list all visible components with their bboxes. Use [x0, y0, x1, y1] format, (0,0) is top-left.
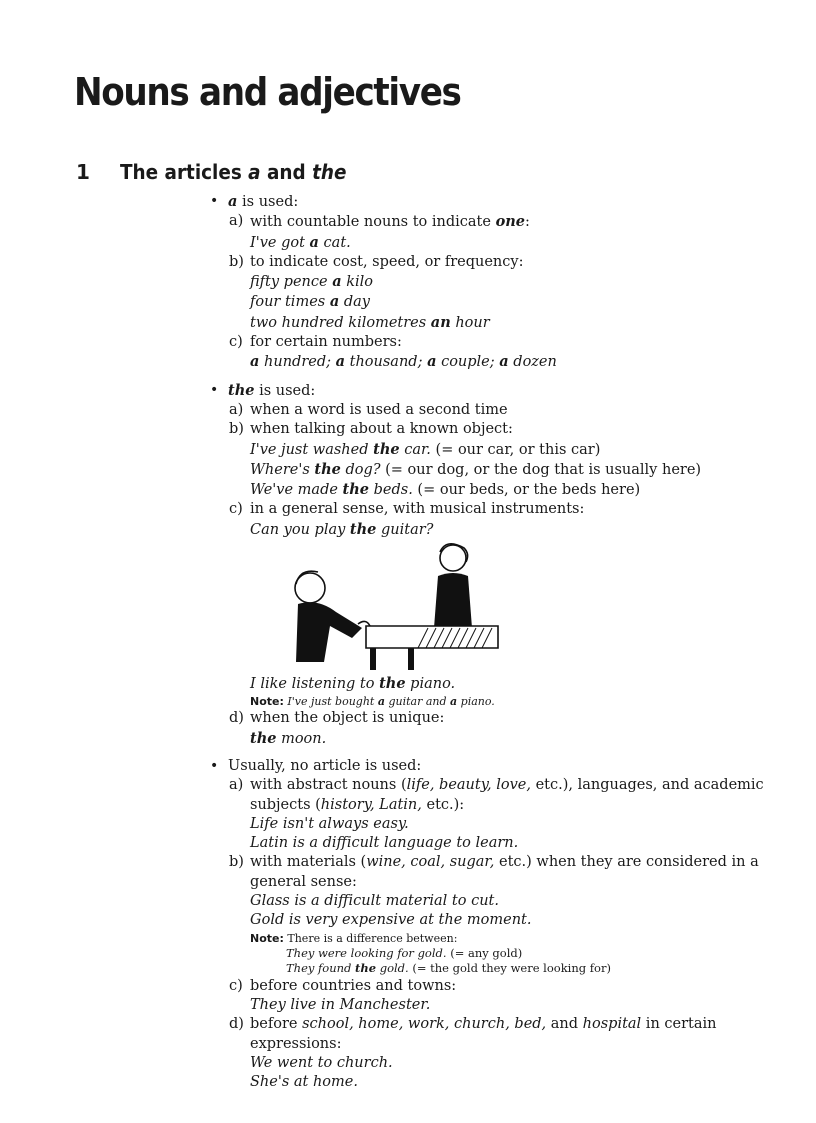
item-italic: school, home, work, church, bed, [302, 1016, 547, 1033]
example-article: the [349, 520, 377, 538]
example-line: Life isn't always easy. [250, 815, 409, 832]
item-text: with countable nouns to indicate [250, 214, 496, 231]
example-post: moon. [276, 730, 327, 747]
item-text: with materials ( [250, 854, 367, 871]
example-post: day [339, 294, 370, 311]
woman-head [440, 545, 466, 571]
note-line [208, 694, 768, 709]
note-example-explanation: (= any gold) [446, 945, 523, 960]
example-line [208, 729, 768, 749]
example-explanation: (= our car, or this car) [430, 441, 601, 458]
note-article: a [450, 695, 458, 709]
example-pre: We've made [250, 482, 343, 499]
example-line [208, 313, 768, 333]
example-line: Gold is very expensive at the moment. [250, 912, 532, 929]
example-article: the [373, 440, 400, 458]
item-text: when the object is unique: [250, 710, 445, 727]
page-title: Nouns and adjectives [74, 70, 461, 114]
note-text: guitar and [384, 695, 451, 709]
example-pre: Can you play [250, 521, 350, 538]
item-italic: hospital [582, 1016, 642, 1033]
bullet-a-word: a [228, 193, 238, 210]
example-article: a [329, 293, 340, 311]
item-text: in a general sense, with musical instruments: [250, 501, 585, 518]
example-article: the [250, 729, 277, 747]
item-letter: d) [229, 1016, 244, 1033]
rule-none-item-d [208, 1015, 768, 1034]
item-text: to indicate cost, speed, or frequency: [250, 253, 524, 270]
item-letter: b) [229, 253, 244, 270]
example-line [208, 272, 768, 292]
item-letter: c) [229, 334, 243, 351]
example-pre: I've got [250, 234, 310, 251]
item-letter: a) [229, 213, 244, 230]
item-letter: b) [229, 421, 244, 438]
note-text: I've just bought [283, 695, 378, 709]
example-text: thousand; [345, 354, 428, 371]
item-end: : [525, 214, 530, 231]
rule-none-item-a [208, 776, 768, 795]
example-line [208, 440, 768, 460]
note-text: piano. [457, 695, 495, 709]
note-example [208, 946, 768, 962]
section-number: 1 [76, 160, 90, 184]
example-line [208, 480, 768, 500]
note-example-text: gold. [376, 961, 409, 976]
item-letter: a) [229, 401, 244, 418]
rule-block-no-article [208, 757, 768, 1092]
example-pre: I like listening to [250, 676, 380, 693]
rule-none-item-c [208, 977, 768, 996]
example-line [208, 460, 768, 480]
rule-block-the [208, 381, 768, 749]
example-line: Glass is a difficult material to cut. [250, 893, 499, 910]
example-text: hundred; [259, 354, 336, 371]
article-rules [208, 192, 768, 1100]
example-line [208, 352, 768, 372]
example-post: guitar? [376, 521, 434, 538]
section-title [120, 160, 346, 184]
item-text: in certain [641, 1016, 717, 1033]
example-text: dozen [508, 354, 557, 371]
rule-none-item-b [208, 853, 768, 872]
rule-the-item-a [208, 401, 768, 420]
example-post: car. [399, 441, 431, 458]
example-line: We went to church. [250, 1054, 393, 1071]
example-article: a [499, 353, 509, 371]
example-post: dog? [340, 461, 381, 478]
piano-leg [408, 648, 414, 670]
rule-the-item-d [208, 709, 768, 728]
item-continuation: general sense: [250, 873, 357, 890]
item-bold: one [495, 213, 526, 231]
woman-body [434, 573, 472, 628]
example-article: a [332, 273, 342, 291]
item-letter: d) [229, 710, 244, 727]
example-pre: Where's [250, 461, 315, 478]
bullet-the-word: the [228, 381, 255, 399]
example-article: a [335, 353, 346, 371]
example-line [208, 292, 768, 312]
rule-block-a [208, 192, 768, 373]
example-article: the [379, 675, 406, 693]
example-line: She's at home. [250, 1074, 358, 1091]
example-line [208, 520, 768, 540]
item-text: before countries and towns: [250, 977, 457, 994]
item-text: with abstract nouns ( [250, 777, 407, 794]
note-example-text: They found [286, 961, 356, 976]
note-article: a [377, 695, 385, 709]
piano-illustration [208, 540, 768, 672]
example-explanation: (= our beds, or the beds here) [412, 482, 641, 499]
bullet-the-rest: is used: [254, 382, 316, 399]
rule-the-item-b [208, 420, 768, 439]
example-post: hour [450, 314, 490, 331]
piano-players-illustration [268, 540, 508, 672]
item-continuation: expressions: [250, 1035, 342, 1052]
example-article: the [342, 481, 370, 499]
example-line: They live in Manchester. [250, 996, 431, 1013]
example-article: a [309, 233, 319, 251]
example-article: an [430, 313, 451, 331]
bullet-the-heading [208, 381, 768, 401]
item-text: subjects ( [250, 796, 321, 813]
item-text: etc.), languages, and academic [530, 777, 764, 794]
bullet-a-heading [208, 192, 768, 212]
example-text: couple; [436, 354, 500, 371]
item-text: for certain numbers: [250, 334, 402, 351]
note-example-text: They were looking for gold. [286, 945, 447, 960]
item-letter: c) [229, 501, 243, 518]
item-text: and [546, 1016, 583, 1033]
rule-the-item-c [208, 500, 768, 519]
example-line [208, 674, 768, 694]
note-label: Note: [250, 931, 284, 945]
note-label: Note: [250, 695, 284, 709]
piano-leg [370, 648, 376, 670]
item-letter: b) [229, 854, 244, 871]
item-text: etc.) when they are considered in a [494, 854, 759, 871]
rule-a-item-a [208, 212, 768, 232]
item-letter: c) [229, 977, 243, 994]
item-text: before [250, 1016, 303, 1033]
example-article: the [314, 460, 341, 478]
note-example-article: the [355, 961, 377, 976]
item-italic: history, Latin, [320, 796, 422, 813]
example-post: cat. [318, 234, 351, 251]
note-example [208, 961, 768, 977]
section-title-mid: and [260, 160, 313, 184]
example-pre: I've just washed [250, 441, 374, 458]
item-italic: life, beauty, love, [406, 777, 531, 794]
item-text: when talking about a known object: [250, 421, 513, 438]
bullet-none-heading: • Usually, no article is used: [208, 757, 768, 776]
item-letter: a) [229, 777, 244, 794]
note-text: There is a difference between: [283, 931, 458, 945]
example-post: piano. [405, 676, 456, 693]
item-text: when a word is used a second time [250, 401, 508, 418]
example-line: Latin is a difficult language to learn. [250, 835, 519, 852]
example-article: a [427, 353, 437, 371]
rule-a-item-b [208, 253, 768, 272]
woman-hair [440, 544, 468, 562]
example-pre: fifty pence [250, 274, 333, 291]
example-explanation: (= our dog, or the dog that is usually here) [380, 461, 702, 478]
section-title-the: the [312, 160, 347, 184]
example-pre: four times [250, 294, 330, 311]
note-example-explanation: (= the gold they were looking for) [408, 961, 611, 976]
example-post: beds. [369, 482, 413, 499]
example-post: kilo [341, 274, 373, 291]
item-continuation [208, 796, 768, 815]
example-pre: two hundred kilometres [250, 314, 431, 331]
man-body [296, 602, 362, 662]
section-title-a: a [248, 160, 261, 184]
example-line [208, 233, 768, 253]
item-text: etc.): [421, 796, 465, 813]
section-title-prefix: The articles [120, 160, 249, 184]
note-line [208, 931, 768, 946]
bullet-a-rest: is used: [237, 194, 299, 210]
rule-a-item-c [208, 333, 768, 352]
example-article: a [250, 353, 260, 371]
item-italic: wine, coal, sugar, [366, 854, 495, 871]
